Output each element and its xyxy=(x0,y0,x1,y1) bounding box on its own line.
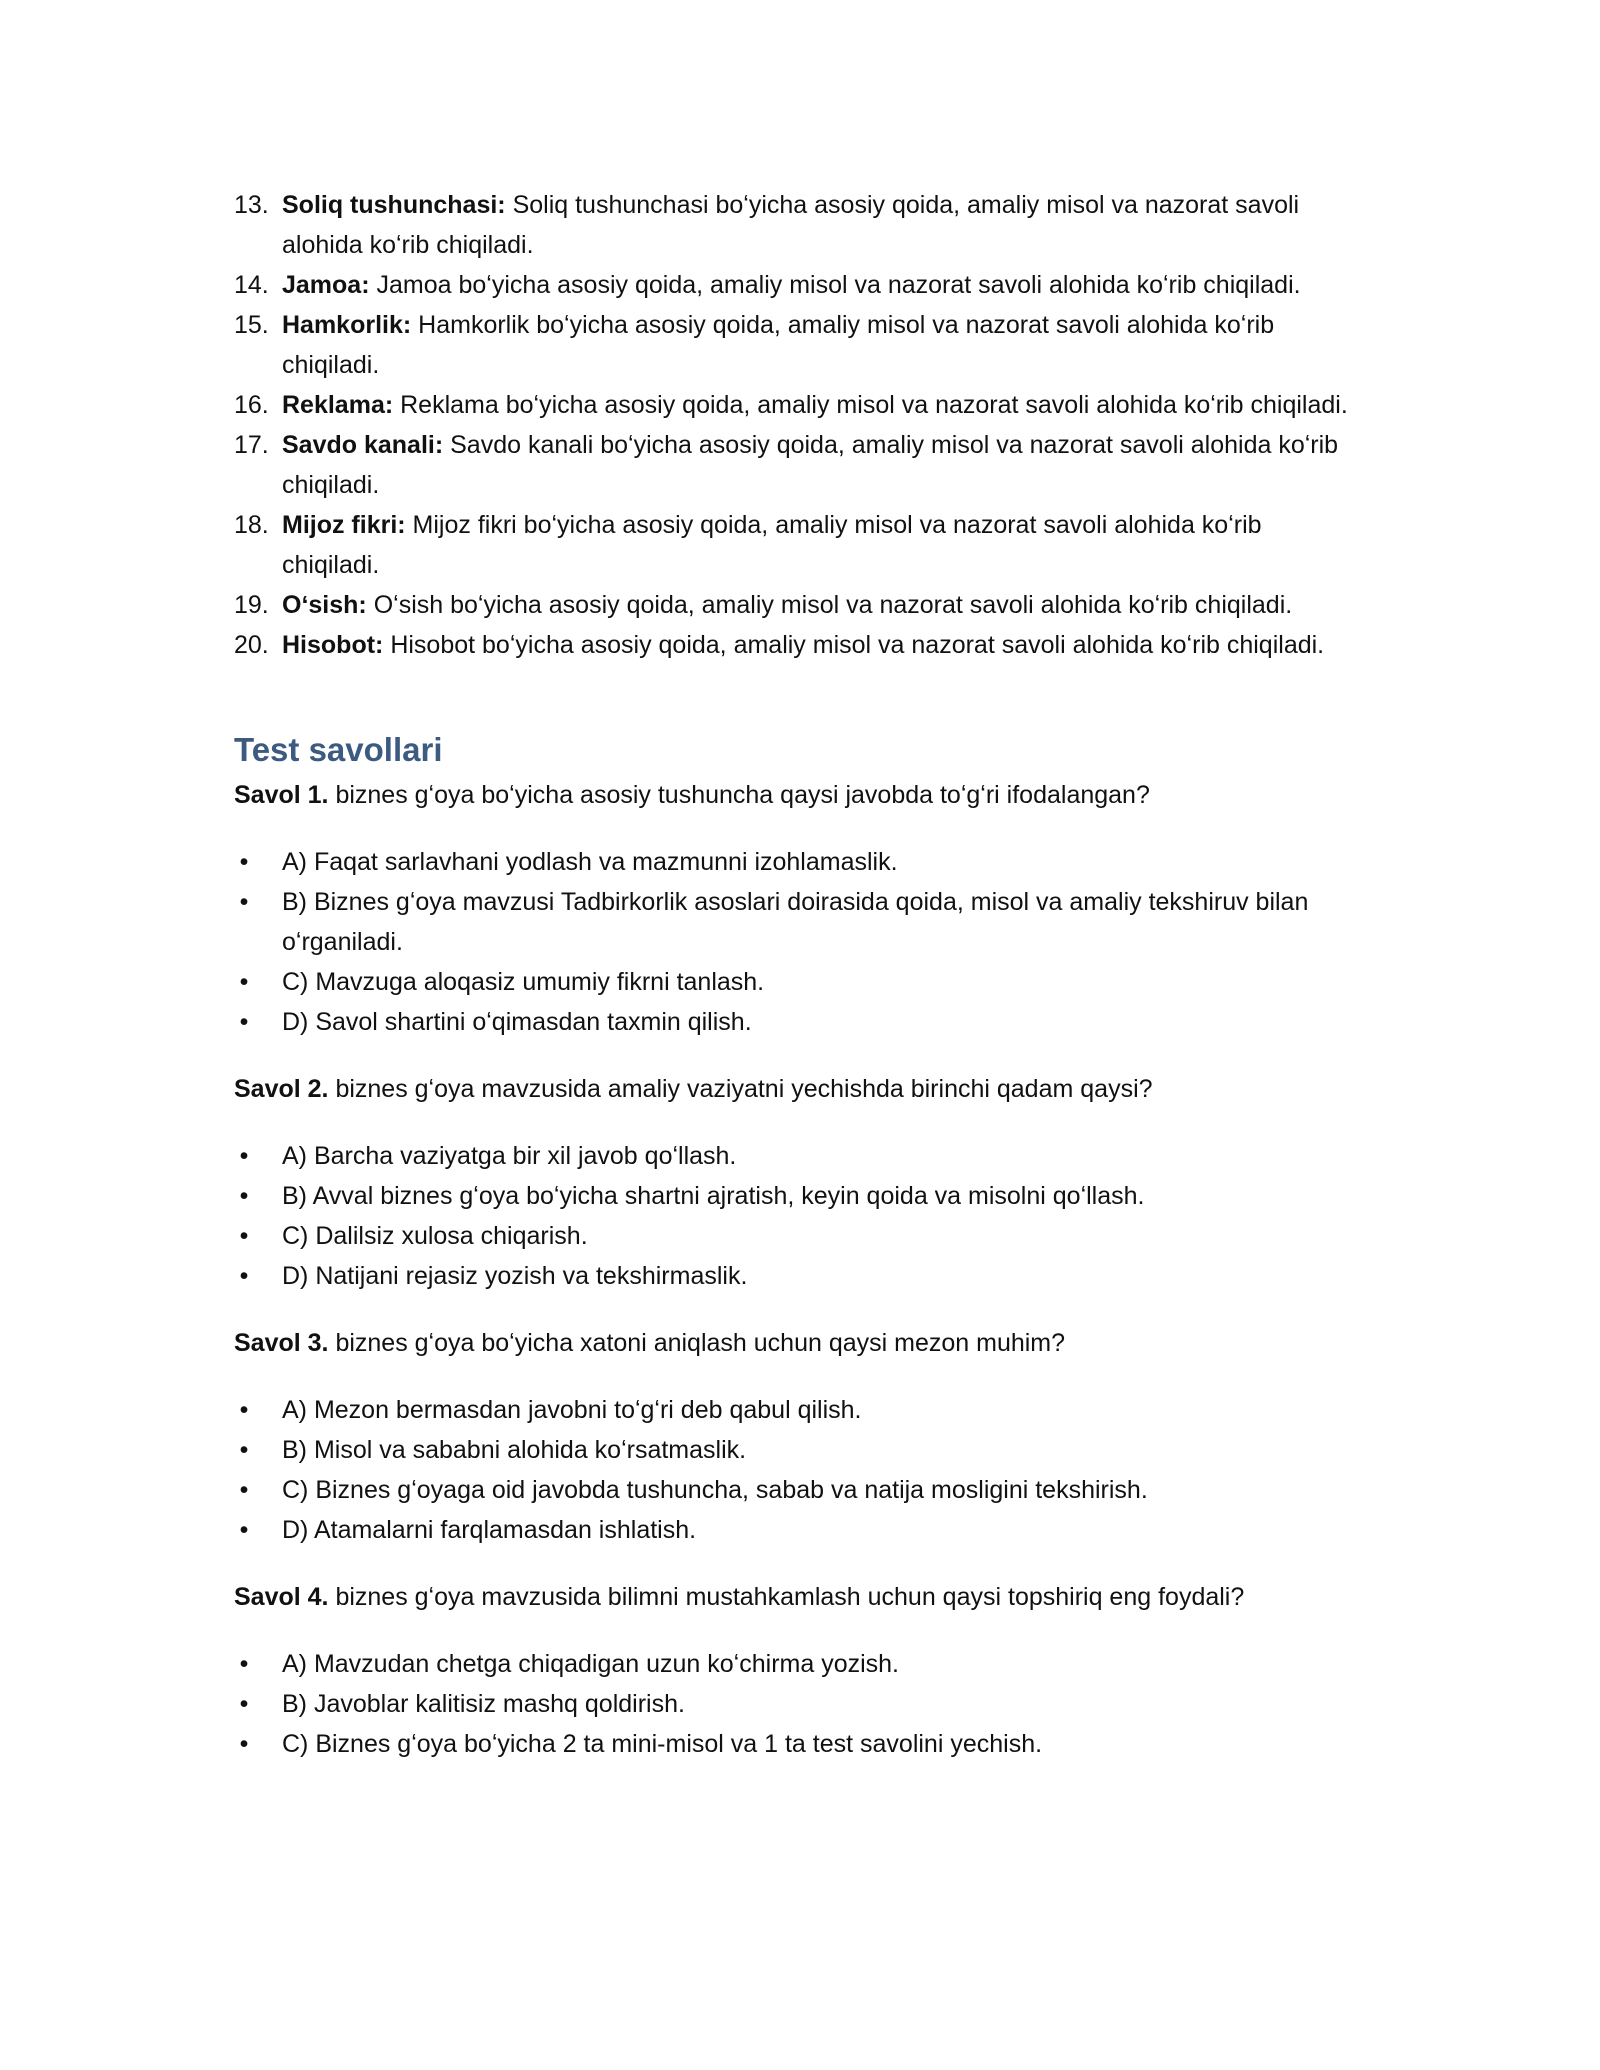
list-number: 18. xyxy=(234,511,269,539)
question-4 xyxy=(234,1577,1364,1617)
list-text: Reklama boʻyicha asosiy qoida, amaliy misol va nazorat savoli alohida koʻrib chiqiladi. xyxy=(393,391,1348,419)
list-term: Soliq tushunchasi: xyxy=(282,191,506,219)
list-text: Savdo kanali boʻyicha asosiy qoida, amaliy misol va nazorat savoli alohida koʻrib chiqiladi. xyxy=(282,431,1339,499)
list-number: 19. xyxy=(234,591,269,619)
list-item xyxy=(234,305,1364,385)
option-text: C) Biznes gʻoya boʻyicha 2 ta mini-misol va 1 ta test savolini yechish. xyxy=(282,1730,1043,1758)
bullet-icon: • xyxy=(239,1008,249,1036)
bullet-icon: • xyxy=(239,1262,249,1290)
bullet-icon: • xyxy=(239,1142,249,1170)
option-text: C) Dalilsiz xulosa chiqarish. xyxy=(282,1222,588,1250)
option-item xyxy=(234,1136,1364,1176)
list-term: Hisobot: xyxy=(282,631,384,659)
list-term: Oʻsish: xyxy=(282,591,367,619)
bullet-icon: • xyxy=(239,1730,249,1758)
option-item xyxy=(234,1256,1364,1296)
options-list xyxy=(234,1136,1364,1296)
list-term: Savdo kanali: xyxy=(282,431,444,459)
document-page xyxy=(234,185,1364,1764)
bullet-icon: • xyxy=(239,1516,249,1544)
list-text: Soliq tushunchasi boʻyicha asosiy qoida, amaliy misol va nazorat savoli alohida koʻrib chiqiladi. xyxy=(282,191,1300,259)
option-item xyxy=(234,842,1364,882)
list-text: Mijoz fikri boʻyicha asosiy qoida, amaliy misol va nazorat savoli alohida koʻrib chiqiladi. xyxy=(282,511,1262,579)
topic-list xyxy=(234,185,1364,665)
options-list xyxy=(234,842,1364,1042)
list-item xyxy=(234,625,1364,665)
option-text: D) Atamalarni farqlamasdan ishlatish. xyxy=(282,1516,697,1544)
list-item xyxy=(234,505,1364,585)
list-item xyxy=(234,185,1364,265)
list-term: Reklama: xyxy=(282,391,394,419)
list-number: 20. xyxy=(234,631,269,659)
option-text: D) Natijani rejasiz yozish va tekshirmaslik. xyxy=(282,1262,748,1290)
option-text: A) Barcha vaziyatga bir xil javob qoʻllash. xyxy=(282,1142,737,1170)
option-item xyxy=(234,1216,1364,1256)
list-item xyxy=(234,265,1364,305)
section-heading: Test savollari xyxy=(234,731,443,768)
list-text: Hamkorlik boʻyicha asosiy qoida, amaliy misol va nazorat savoli alohida koʻrib chiqiladi. xyxy=(282,311,1275,379)
list-item xyxy=(234,385,1364,425)
list-term: Mijoz fikri: xyxy=(282,511,406,539)
option-text: B) Misol va sababni alohida koʻrsatmaslik. xyxy=(282,1436,747,1464)
option-item xyxy=(234,1470,1364,1510)
bullet-icon: • xyxy=(239,1396,249,1424)
option-item xyxy=(234,1176,1364,1216)
question-1 xyxy=(234,775,1364,815)
bullet-icon: • xyxy=(239,888,249,916)
bullet-icon: • xyxy=(239,848,249,876)
bullet-icon: • xyxy=(239,1436,249,1464)
option-text: A) Mezon bermasdan javobni toʻgʻri deb qabul qilish. xyxy=(282,1396,862,1424)
option-text: A) Faqat sarlavhani yodlash va mazmunni izohlamaslik. xyxy=(282,848,898,876)
question-label: Savol 1. xyxy=(234,781,329,809)
options-list xyxy=(234,1644,1364,1764)
list-number: 14. xyxy=(234,271,269,299)
list-number: 15. xyxy=(234,311,269,339)
bullet-icon: • xyxy=(239,1690,249,1718)
bullet-icon: • xyxy=(239,1476,249,1504)
option-text: C) Biznes gʻoyaga oid javobda tushuncha, sabab va natija mosligini tekshirish. xyxy=(282,1476,1148,1504)
list-number: 17. xyxy=(234,431,269,459)
option-text: C) Mavzuga aloqasiz umumiy fikrni tanlash. xyxy=(282,968,765,996)
question-label: Savol 2. xyxy=(234,1075,329,1103)
option-item xyxy=(234,1644,1364,1684)
question-text: biznes gʻoya boʻyicha xatoni aniqlash uchun qaysi mezon muhim? xyxy=(328,1329,1066,1357)
option-item xyxy=(234,1684,1364,1724)
question-label: Savol 3. xyxy=(234,1329,329,1357)
options-list xyxy=(234,1390,1364,1550)
bullet-icon: • xyxy=(239,968,249,996)
list-term: Jamoa: xyxy=(282,271,370,299)
question-label: Savol 4. xyxy=(234,1583,329,1611)
bullet-icon: • xyxy=(239,1182,249,1210)
option-text: B) Avval biznes gʻoya boʻyicha shartni ajratish, keyin qoida va misolni qoʻllash. xyxy=(282,1182,1145,1210)
option-item xyxy=(234,962,1364,1002)
option-item xyxy=(234,1002,1364,1042)
option-item xyxy=(234,1724,1364,1764)
option-text: B) Javoblar kalitisiz mashq qoldirish. xyxy=(282,1690,685,1718)
list-text: Jamoa boʻyicha asosiy qoida, amaliy misol va nazorat savoli alohida koʻrib chiqiladi. xyxy=(369,271,1301,299)
option-item xyxy=(234,882,1364,962)
question-text: biznes gʻoya mavzusida amaliy vaziyatni yechishda birinchi qadam qaysi? xyxy=(328,1075,1153,1103)
bullet-icon: • xyxy=(239,1650,249,1678)
list-number: 16. xyxy=(234,391,269,419)
option-item xyxy=(234,1430,1364,1470)
list-text: Oʻsish boʻyicha asosiy qoida, amaliy misol va nazorat savoli alohida koʻrib chiqiladi. xyxy=(366,591,1293,619)
bullet-icon: • xyxy=(239,1222,249,1250)
option-item xyxy=(234,1510,1364,1550)
list-item xyxy=(234,425,1364,505)
list-number: 13. xyxy=(234,191,269,219)
list-term: Hamkorlik: xyxy=(282,311,412,339)
option-text: D) Savol shartini oʻqimasdan taxmin qilish. xyxy=(282,1008,752,1036)
question-2 xyxy=(234,1069,1364,1109)
option-text: A) Mavzudan chetga chiqadigan uzun koʻchirma yozish. xyxy=(282,1650,900,1678)
question-text: biznes gʻoya boʻyicha asosiy tushuncha qaysi javobda toʻgʻri ifodalangan? xyxy=(328,781,1150,809)
option-text: B) Biznes gʻoya mavzusi Tadbirkorlik asoslari doirasida qoida, misol va amaliy tekshiruv bilan oʻrganiladi. xyxy=(282,888,1309,956)
list-item xyxy=(234,585,1364,625)
list-text: Hisobot boʻyicha asosiy qoida, amaliy misol va nazorat savoli alohida koʻrib chiqiladi. xyxy=(383,631,1325,659)
option-item xyxy=(234,1390,1364,1430)
question-3 xyxy=(234,1323,1364,1363)
question-text: biznes gʻoya mavzusida bilimni mustahkamlash uchun qaysi topshiriq eng foydali? xyxy=(328,1583,1245,1611)
